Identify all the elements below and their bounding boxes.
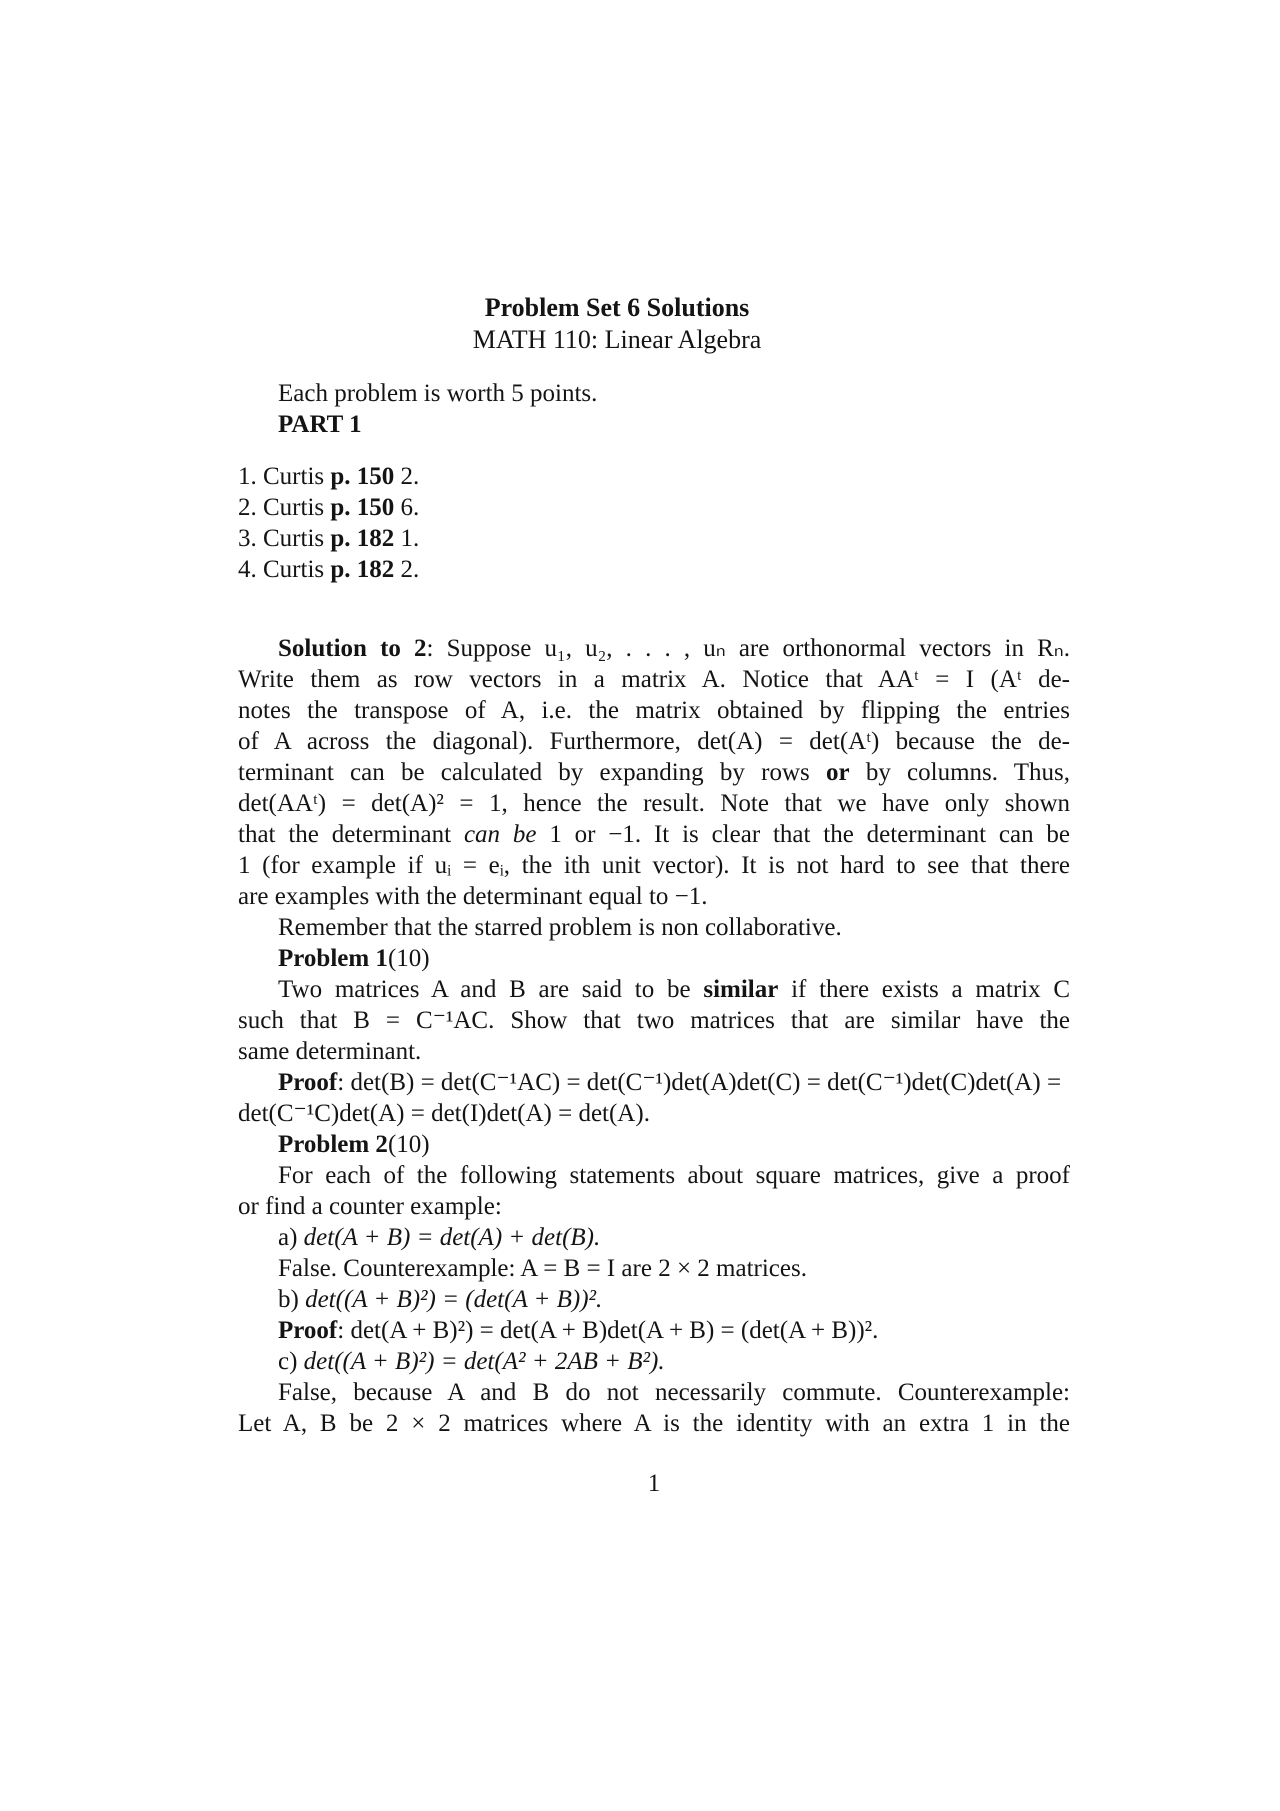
solution-line: terminant can be calculated by expanding by rows or by columns. Thus, [238,759,1071,786]
part-label: PART 1 [278,411,362,438]
problem2-part-a: a) det(A + B) = det(A) + det(B). [278,1224,601,1251]
problem2-answer-c: Let A, B be 2 × 2 matrices where A is the identity with an extra 1 in the [238,1410,1070,1437]
list-item [238,523,419,554]
problem2-answer-c: False, because A and B do not necessarily commute. Counterexample: [278,1379,1070,1406]
problem1-line: Two matrices A and B are said to be similar if there exists a matrix C [278,976,1071,1003]
list-item-text: Curtis [263,494,325,521]
list-item-page: 182 [356,556,395,583]
solution-line: that the determinant can be 1 or −1. It is clear that the determinant can be [238,821,1071,848]
list-item-problem: 1. [400,525,420,552]
list-item-p: p. [330,494,351,521]
list-item-p: p. [330,556,351,583]
intro-text: Each problem is worth 5 points. [278,380,598,407]
problem2-answer-b: Proof: det(A + B)²) = det(A + B)det(A + B) = (det(A + B))². [278,1317,879,1344]
page-subtitle: MATH 110: Linear Algebra [472,325,762,354]
list-item [238,492,419,523]
remember-note: Remember that the starred problem is non collaborative. [278,914,842,941]
list-item-text: Curtis [263,525,325,552]
solution-line: Solution to 2: Suppose u₁, u₂, . . . , uₙ are orthonormal vectors in Rₙ. [278,635,1070,662]
problem2-heading: Problem 2(10) [278,1131,430,1158]
list-item-problem: 2. [400,463,420,490]
list-item-number: 3. [238,525,257,552]
page-title: Problem Set 6 Solutions [484,293,750,322]
problem1-line: such that B = C⁻¹AC. Show that two matrices that are similar have the [238,1007,1070,1034]
list-item-number: 1. [238,463,257,490]
list-item-p: p. [330,463,351,490]
list-item-p: p. [330,525,351,552]
solution-line: 1 (for example if uᵢ = eᵢ, the ith unit vector). It is not hard to see that there [238,852,1070,879]
problem1-proof: Proof: det(B) = det(C⁻¹AC) = det(C⁻¹)det(A)det(C) = det(C⁻¹)det(C)det(A) = [278,1069,1062,1096]
problem2-line: or find a counter example: [238,1193,502,1220]
solution-line: Write them as row vectors in a matrix A. Notice that AAᵗ = I (Aᵗ de- [238,666,1070,693]
list-item-number: 4. [238,556,257,583]
list-item [238,554,419,585]
list-item-page: 182 [356,525,395,552]
problem1-heading: Problem 1(10) [278,945,430,972]
list-item-page: 150 [356,494,395,521]
solution-line: notes the transpose of A, i.e. the matrix obtained by flipping the entries [238,697,1070,724]
problem2-part-c: c) det((A + B)²) = det(A² + 2AB + B²). [278,1348,665,1375]
list-item-text: Curtis [263,463,325,490]
page-number: 1 [647,1470,661,1497]
list-item-problem: 2. [400,556,420,583]
list-item [238,461,419,492]
solution-label: Solution to 2 [278,635,427,662]
problem2-line: For each of the following statements about square matrices, give a proof [278,1162,1070,1189]
problem2-answer-a: False. Counterexample: A = B = I are 2 × 2 matrices. [278,1255,807,1282]
solution-line: det(AAᵗ) = det(A)² = 1, hence the result. Note that we have only shown [238,790,1070,817]
solution-line: of A across the diagonal). Furthermore, det(A) = det(Aᵗ) because the de- [238,728,1070,755]
problem1-proof: det(C⁻¹C)det(A) = det(I)det(A) = det(A). [238,1100,650,1127]
list-item-number: 2. [238,494,257,521]
problem2-part-b: b) det((A + B)²) = (det(A + B))². [278,1286,603,1313]
title-block [0,292,1280,356]
list-item-page: 150 [356,463,395,490]
problem1-line: same determinant. [238,1038,422,1065]
list-item-problem: 6. [400,494,420,521]
solution-line: are examples with the determinant equal to −1. [238,883,708,910]
list-item-text: Curtis [263,556,325,583]
